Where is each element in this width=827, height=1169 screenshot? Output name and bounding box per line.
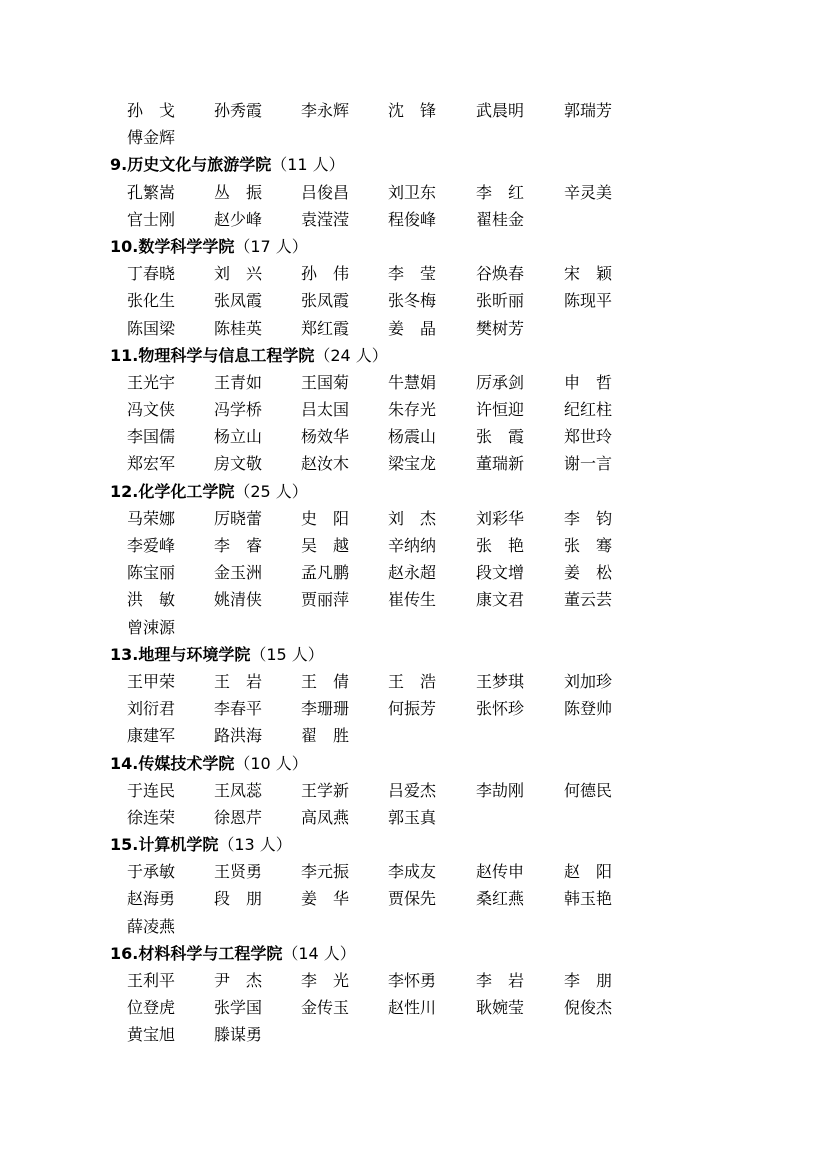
person-name: 吕太国 xyxy=(301,400,350,420)
person-name: 段 朋 xyxy=(214,889,263,909)
person-name: 牛慧娟 xyxy=(388,372,437,392)
person-name: 张学国 xyxy=(214,998,263,1018)
section-heading xyxy=(0,233,827,260)
person-name: 李 睿 xyxy=(214,536,263,555)
person-name: 李 钧 xyxy=(564,508,613,528)
section-count: （24 人） xyxy=(314,345,388,365)
person-name: 曾涑源 xyxy=(127,617,176,637)
person-name: 刘 杰 xyxy=(388,508,437,528)
name-row xyxy=(0,532,827,559)
person-name: 刘 兴 xyxy=(214,264,263,284)
person-name: 傅金辉 xyxy=(127,128,176,148)
person-name: 张凤霞 xyxy=(214,291,263,311)
person-name: 朱存光 xyxy=(388,400,437,420)
person-name: 梁宝龙 xyxy=(388,454,437,474)
person-name: 李 岩 xyxy=(476,971,525,990)
name-row xyxy=(0,668,827,695)
person-name: 马荣娜 xyxy=(127,508,176,528)
name-row xyxy=(0,994,827,1021)
person-name: 陈现平 xyxy=(564,291,613,311)
person-name: 孙秀霞 xyxy=(214,101,263,120)
person-name: 李国儒 xyxy=(127,427,176,447)
person-name: 段文增 xyxy=(476,563,525,583)
person-name: 董云芸 xyxy=(564,590,613,610)
person-name: 丛 振 xyxy=(214,182,263,202)
person-name: 滕谋勇 xyxy=(214,1025,263,1045)
person-name: 房文敬 xyxy=(214,454,263,474)
person-name: 洪 敏 xyxy=(127,590,176,610)
person-name: 孙 戈 xyxy=(127,101,176,120)
person-name: 纪红柱 xyxy=(564,400,613,420)
person-name: 王梦琪 xyxy=(476,671,525,691)
person-name: 李 红 xyxy=(476,182,525,202)
person-name: 姜 晶 xyxy=(388,318,437,338)
person-name: 赵性川 xyxy=(388,998,437,1018)
name-row xyxy=(0,97,827,124)
person-name: 孔繁嵩 xyxy=(127,182,176,202)
person-name: 康建军 xyxy=(127,726,176,746)
name-row xyxy=(0,913,827,940)
person-name: 贾保先 xyxy=(388,889,437,909)
person-name: 张凤霞 xyxy=(301,291,350,311)
name-row xyxy=(0,722,827,749)
section-heading xyxy=(0,750,827,777)
person-name: 郑宏军 xyxy=(127,454,176,474)
section-count: （10 人） xyxy=(234,753,308,773)
name-row xyxy=(0,614,827,641)
person-name: 张怀珍 xyxy=(476,699,525,719)
section-count: （15 人） xyxy=(250,644,324,664)
section-count: （17 人） xyxy=(234,236,308,256)
person-name: 李劼刚 xyxy=(476,780,525,800)
person-name: 金玉洲 xyxy=(214,563,263,583)
person-name: 郑世玲 xyxy=(564,427,613,447)
name-list-page xyxy=(0,97,827,1049)
person-name: 翟 胜 xyxy=(301,726,350,746)
name-row xyxy=(0,287,827,314)
person-name: 李永辉 xyxy=(301,101,350,120)
person-name: 赵永超 xyxy=(388,563,437,583)
name-row xyxy=(0,450,827,477)
person-name: 于承敏 xyxy=(127,862,176,882)
name-row xyxy=(0,777,827,804)
name-row xyxy=(0,124,827,151)
person-name: 于连民 xyxy=(127,780,176,800)
person-name: 杨立山 xyxy=(214,427,263,447)
section-count: （13 人） xyxy=(218,835,292,855)
person-name: 宋 颖 xyxy=(564,264,613,284)
person-name: 沈 锋 xyxy=(388,101,437,120)
person-name: 赵汝木 xyxy=(301,454,350,474)
person-name: 吴 越 xyxy=(301,536,350,555)
section-heading xyxy=(0,478,827,505)
person-name: 杨效华 xyxy=(301,427,350,447)
person-name: 李春平 xyxy=(214,699,263,719)
person-name: 王甲荣 xyxy=(127,671,176,691)
person-name: 黄宝旭 xyxy=(127,1025,176,1045)
person-name: 武晨明 xyxy=(476,101,525,120)
person-name: 厉晓蕾 xyxy=(214,508,263,528)
name-row xyxy=(0,1021,827,1048)
person-name: 刘衍君 xyxy=(127,699,176,719)
name-row xyxy=(0,586,827,613)
person-name: 高凤燕 xyxy=(301,807,350,827)
person-name: 赵少峰 xyxy=(214,209,263,229)
person-name: 倪俊杰 xyxy=(564,998,613,1018)
person-name: 冯文侠 xyxy=(127,400,176,420)
name-row xyxy=(0,369,827,396)
person-name: 薛凌燕 xyxy=(127,916,176,936)
person-name: 位登虎 xyxy=(127,998,176,1018)
section-heading xyxy=(0,940,827,967)
section-heading xyxy=(0,641,827,668)
name-row xyxy=(0,695,827,722)
section-heading xyxy=(0,831,827,858)
person-name: 李珊珊 xyxy=(301,699,350,719)
person-name: 赵 阳 xyxy=(564,862,613,882)
person-name: 刘卫东 xyxy=(388,182,437,202)
section-title: 11.物理科学与信息工程学院 xyxy=(110,345,315,365)
person-name: 张 霞 xyxy=(476,427,525,447)
person-name: 辛纳纳 xyxy=(388,536,437,555)
person-name: 何德民 xyxy=(564,780,613,800)
name-row xyxy=(0,260,827,287)
person-name: 何振芳 xyxy=(388,699,437,719)
person-name: 李 朋 xyxy=(564,971,613,990)
person-name: 徐恩芹 xyxy=(214,807,263,827)
person-name: 张 艳 xyxy=(476,536,525,555)
person-name: 王凤蕊 xyxy=(214,780,263,800)
person-name: 谷焕春 xyxy=(476,264,525,284)
name-row xyxy=(0,396,827,423)
person-name: 张 骞 xyxy=(564,536,613,555)
person-name: 王光宇 xyxy=(127,372,176,392)
person-name: 杨震山 xyxy=(388,427,437,447)
person-name: 王学新 xyxy=(301,780,350,800)
person-name: 陈桂英 xyxy=(214,318,263,338)
person-name: 王 岩 xyxy=(214,671,263,691)
name-row xyxy=(0,206,827,233)
person-name: 王青如 xyxy=(214,372,263,392)
person-name: 姚清侠 xyxy=(214,590,263,610)
name-row xyxy=(0,179,827,206)
person-name: 程俊峰 xyxy=(388,209,437,229)
person-name: 陈国梁 xyxy=(127,318,176,338)
person-name: 辛灵美 xyxy=(564,182,613,202)
name-row xyxy=(0,559,827,586)
person-name: 刘彩华 xyxy=(476,508,525,528)
name-row xyxy=(0,804,827,831)
person-name: 赵传申 xyxy=(476,862,525,882)
person-name: 董瑞新 xyxy=(476,454,525,474)
section-count: （25 人） xyxy=(234,481,308,501)
person-name: 李 莹 xyxy=(388,264,437,284)
person-name: 徐连荣 xyxy=(127,807,176,827)
section-title: 15.计算机学院 xyxy=(110,835,219,855)
section-count: （11 人） xyxy=(271,155,345,175)
person-name: 赵海勇 xyxy=(127,889,176,909)
person-name: 王贤勇 xyxy=(214,862,263,882)
person-name: 张冬梅 xyxy=(388,291,437,311)
person-name: 孟凡鹏 xyxy=(301,563,350,583)
name-row xyxy=(0,967,827,994)
person-name: 翟桂金 xyxy=(476,209,525,229)
person-name: 史 阳 xyxy=(301,508,350,528)
person-name: 吕俊昌 xyxy=(301,182,350,202)
person-name: 路洪海 xyxy=(214,726,263,746)
person-name: 丁春晓 xyxy=(127,264,176,284)
person-name: 姜 华 xyxy=(301,889,350,909)
section-title: 10.数学科学学院 xyxy=(110,236,235,256)
person-name: 许恒迎 xyxy=(476,400,525,420)
person-name: 吕爱杰 xyxy=(388,780,437,800)
person-name: 王国菊 xyxy=(301,372,350,392)
name-row xyxy=(0,858,827,885)
person-name: 耿婉莹 xyxy=(476,998,525,1018)
section-title: 13.地理与环境学院 xyxy=(110,644,251,664)
person-name: 贾丽萍 xyxy=(301,590,350,610)
name-row xyxy=(0,885,827,912)
person-name: 谢一言 xyxy=(564,454,613,474)
person-name: 官士刚 xyxy=(127,209,176,229)
person-name: 桑红燕 xyxy=(476,889,525,909)
person-name: 冯学桥 xyxy=(214,400,263,420)
name-row xyxy=(0,423,827,450)
person-name: 王 浩 xyxy=(388,671,437,691)
person-name: 郭瑞芳 xyxy=(564,101,613,120)
person-name: 郑红霞 xyxy=(301,318,350,338)
section-title: 14.传媒技术学院 xyxy=(110,753,235,773)
person-name: 李成友 xyxy=(388,862,437,882)
person-name: 王利平 xyxy=(127,971,176,990)
person-name: 康文君 xyxy=(476,590,525,610)
person-name: 李怀勇 xyxy=(388,971,437,990)
person-name: 韩玉艳 xyxy=(564,889,613,909)
person-name: 申 哲 xyxy=(564,372,613,392)
person-name: 李元振 xyxy=(301,862,350,882)
section-heading xyxy=(0,151,827,178)
person-name: 厉承剑 xyxy=(476,372,525,392)
person-name: 李 光 xyxy=(301,971,350,990)
person-name: 樊树芳 xyxy=(476,318,525,338)
name-row xyxy=(0,315,827,342)
person-name: 孙 伟 xyxy=(301,264,350,284)
person-name: 刘加珍 xyxy=(564,671,613,691)
person-name: 袁滢滢 xyxy=(301,209,350,229)
person-name: 陈宝丽 xyxy=(127,563,176,583)
person-name: 陈登帅 xyxy=(564,699,613,719)
section-heading xyxy=(0,342,827,369)
person-name: 金传玉 xyxy=(301,998,350,1018)
person-name: 张化生 xyxy=(127,291,176,311)
section-title: 12.化学化工学院 xyxy=(110,481,235,501)
person-name: 李爱峰 xyxy=(127,536,176,555)
name-row xyxy=(0,505,827,532)
person-name: 崔传生 xyxy=(388,590,437,610)
person-name: 尹 杰 xyxy=(214,971,263,990)
section-title: 9.历史文化与旅游学院 xyxy=(110,155,272,175)
person-name: 郭玉真 xyxy=(388,807,437,827)
person-name: 张昕丽 xyxy=(476,291,525,311)
section-count: （14 人） xyxy=(282,943,356,963)
person-name: 姜 松 xyxy=(564,563,613,583)
section-title: 16.材料科学与工程学院 xyxy=(110,943,283,963)
person-name: 王 倩 xyxy=(301,671,350,691)
